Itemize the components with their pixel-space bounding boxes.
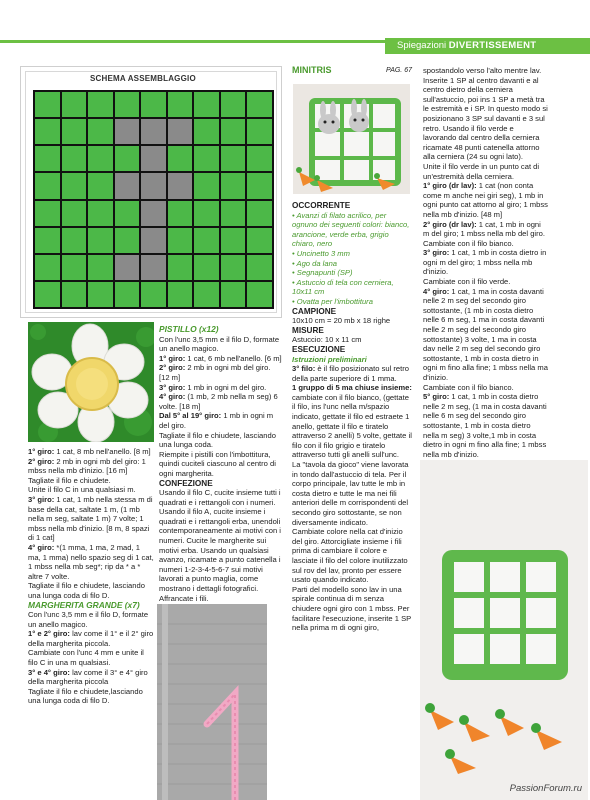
grid-cell-green [35,119,60,144]
grid-cell-green [221,119,246,144]
material-text: Segnapunti (SP) [296,268,353,278]
round-text: (1 mb, 2 mb nella m seg) 6 volte. [18 m] [159,392,278,411]
subheading: Istruzioni preliminari [292,354,367,364]
grid-cell-green [88,228,113,253]
grid-cell-green [168,146,193,171]
grid-cell-green [35,201,60,226]
grid-cell-green [35,255,60,280]
material-item: • Uncinetto 3 mm [292,248,350,258]
section-name: DIVERTISSEMENT [448,40,537,51]
material-text: Uncinetto 3 mm [296,248,350,258]
material-text: Astuccio di tela con cerniera, 10x11 cm [292,277,394,297]
material-item: • Ago da lana [292,258,338,268]
grid-cell-gray [115,173,140,198]
paragraph: Cambiate con il filo bianco. [423,238,514,248]
watermark: PassionForum.ru [509,783,582,794]
grid-cell-green [168,92,193,117]
round-label: Dal 5° al 19° giro: [159,411,222,421]
paragraph: Tagliate il filo e chiudete. [28,475,111,485]
section-heading: MARGHERITA GRANDE (x7) [28,599,140,610]
round-label: 2° giro (dr lav): [423,219,477,229]
paragraph: La "tavola da gioco" viene lavorata in tondo dall'astuccio di tela. Per il corpo principale, lav tutte le mb in costa dietro e tutte le ma nei fili anteriori delle m corrispondenti del secondo giro sottostante, se non diversamente indicato. [292,460,409,527]
assembly-grid [33,90,274,309]
grid-cell-green [194,255,219,280]
round-label: 4° giro: [423,286,450,296]
grid-cell-green [194,173,219,198]
grid-cell-green [62,146,87,171]
grid-cell-green [194,201,219,226]
grid-cell-green [247,201,272,226]
grid-cell-green [141,92,166,117]
grid-cell-gray [141,119,166,144]
column-1 [28,447,154,706]
round-label: 3° giro: [423,248,450,258]
round-text: 1 cat, 1 ma in costa davanti nelle 2 m seg del secondo giro sottostante, (1 mb in costa dietro nelle 6 m seg, 1 ma in costa davanti nelle 2 m seg del secondo giro sottostante) 3 volte, 1 ma in costa dav nelle 2 m seg del secondo giro sottostante, 1 mb in costa dietro in ogni m fino alla fine; 1 mbss nella ma d'inizio. [423,286,548,382]
grid-cell-green [168,201,193,226]
grid-cell-gray [168,119,193,144]
material-item: • Segnapunti (SP) [292,268,353,278]
grid-cell-green [221,173,246,198]
term-label: 1 gruppo di 5 ma chiuse insieme: [292,383,412,393]
paragraph [159,392,283,411]
grid-cell-green [88,255,113,280]
pouch-illustration [420,460,588,800]
material-text: Ago da lana [296,258,338,268]
grid-cell-green [88,92,113,117]
grid-cell-gray [141,173,166,198]
grid-cell-gray [141,228,166,253]
section-heading: PISTILLO (x12) [159,324,219,334]
round-label: 4° giro: [159,392,186,402]
grid-cell-green [88,201,113,226]
knitted-number-illustration [157,604,267,800]
paragraph [292,383,412,460]
knitted-number-photo [157,604,267,800]
material-text: Ovatta per l'imbottitura [296,296,373,306]
grid-cell-green [115,92,140,117]
grid-cell-green [247,92,272,117]
grid-cell-green [115,282,140,307]
grid-cell-green [247,146,272,171]
grid-cell-green [194,228,219,253]
round-label: 1° e 2° giro: [28,629,70,639]
paragraph [423,181,548,219]
section-heading: CAMPIONE [292,306,337,316]
daisy-illustration [28,322,154,442]
paragraph: 10x10 cm = 20 mb x 18 righe [292,316,391,326]
grid-cell-green [62,255,87,280]
round-text: 1 cat, 1 mb in costa dietro nelle 2 m seg, (1 ma in costa davanti nelle 6 m seg del secondo giro sottostante, 1 mb in costa dietro nella m seg) 3 volte,1 mb in costa dietro in ogni m fino alla fine; 1 mbss nella mb d'inizio. [423,392,547,459]
tic-tac-toe-illustration [293,84,410,194]
paragraph: Cambiate con il filo verde. [423,277,511,287]
round-text: lav come il 3° e 4° giro della margherita piccola [28,667,148,687]
column-3-body [292,201,412,633]
round-text: 1 cat, 1 mb in costa dietro in ogni m del giro; 1 mbss nella mb d'inizio. [423,248,547,277]
round-text: lav come il 1° e il 2° giro della margherita piccola. [28,629,154,648]
section-header [385,38,590,54]
round-label: 1° giro (dr lav): [423,181,477,191]
paragraph: Astuccio: 10 x 11 cm [292,335,362,345]
grid-cell-gray [168,173,193,198]
grid-cell-gray [115,255,140,280]
paragraph: Parti del modello sono lav in una spirale continua di m senza chiudere ogni giro con 1 mbss. Per facilitare l'esecuzione, inserite 1 SP nella prima m di ogni giro, [292,584,412,633]
paragraph: Tagliate il filo e chiudete, lasciando una lunga coda. [159,430,276,450]
paragraph: Tagliate il filo e chiudete, lasciando una lunga coda di filo D. [28,581,145,600]
grid-cell-green [88,173,113,198]
round-text: 1 mb in ogni m del giro. [159,411,274,430]
round-text: 1 cat, 6 mb nell'anello. [6 m] [185,353,282,363]
grid-cell-green [62,92,87,117]
grid-cell-green [35,282,60,307]
column-2 [159,325,283,603]
grid-cell-green [141,282,166,307]
tic-tac-toe-photo [293,84,410,194]
round-text: 2 mb in ogni mb del giro. [12 m] [159,363,271,382]
section-heading: CONFEZIONE [159,478,213,488]
grid-cell-green [62,119,87,144]
round-text: 2 mb in ogni mb del giro: 1 mbss nella mb d'inizio. [16 m] [28,456,146,476]
paragraph: Cambiate con l'unc 4 mm e unite il filo C in una m qualsiasi. [28,648,144,668]
round-text: 1 cat, 1 mb in ogni m del giro; 1 mbss nella mb del giro. [423,219,545,239]
grid-cell-green [194,146,219,171]
top-band [0,0,590,36]
material-item: • Astuccio di tela con cerniera, 10x11 cm [292,277,394,297]
grid-cell-green [88,282,113,307]
grid-cell-green [221,201,246,226]
paragraph: Cambiate con il filo bianco. [423,382,514,392]
grid-cell-green [62,173,87,198]
paragraph: Con l'unc 3,5 mm e il filo D, formate un anello magico. [28,610,149,629]
paragraph: Cambiate colore nella cat d'inizio del giro. Attorcigliate insieme i fili prima di cambiare il colore e lasciate il filo del colore inutilizzato sul rov del lav, pronto per essere usato quando indicato. [292,527,408,585]
grid-cell-green [35,146,60,171]
grid-cell-green [62,228,87,253]
round-text: 1 cat (non conta come m anche nei giri seg), 1 mb in ogni punto cat attorno al giro; 1 mbss nella mb d'inizio. [48 m] [423,181,548,219]
grid-cell-green [168,255,193,280]
grid-cell-green [221,92,246,117]
page-reference: PAG. 67 [386,67,412,74]
round-label: 1° giro: [28,447,55,456]
paragraph: Inserite 1 SP al centro davanti e al centro dietro della cerniera sull'astuccio, poi ins 1 SP a metà tra le estremità e i SP. In questo modo si posizionano 3 SP sul davanti e 3 sul retro. Usando il filo verde e lavorando dal centro della cerniera ricamate 48 punti catenella attorno alla cerniera (24 su ogni lato). [423,75,548,162]
material-item: • Ovatta per l'imbottitura [292,296,373,306]
round-label: 5° giro: [423,392,450,402]
paragraph [28,447,154,457]
grid-cell-green [247,173,272,198]
paragraph [159,411,283,430]
section-prefix: Spiegazioni [397,40,447,51]
section-heading: ESECUZIONE [292,344,346,354]
grid-cell-green [62,201,87,226]
paragraph: Usando il filo A, cucite insieme i quadrati e i rettangoli erba, unendoli contemporaneamente ai motivi con i numeri. Cucite le margherite sui motivi erba. Usando un qualsiasi avanzo, ricamate a punto catenella i numeri 1-2-3-4-5-6-7 sui motivi lavorati a punto maglia, come mostrano i dettagli fotografici. Affrancate i fili. [159,507,281,603]
grid-cell-green [35,173,60,198]
paragraph [159,383,283,393]
paragraph [423,220,548,239]
grid-cell-green [35,228,60,253]
term-text: è il filo posizionato sul retro della parte superiore di 1 mma. [292,364,409,383]
paragraph [423,248,548,277]
paragraph [159,354,283,364]
round-text: 1 cat, 1 mb nella stessa m di base della cat, saltate 1 m, (1 mb nella m seg, saltate 1 m) 7 volte; 1 mbss nella mb d'inizio. [8 m, 8 spazi di 1 cat] [28,494,153,543]
grid-cell-green [35,92,60,117]
grid-cell-gray [141,201,166,226]
paragraph [423,287,548,383]
paragraph [28,457,154,476]
grid-cell-green [194,119,219,144]
grid-cell-green [221,228,246,253]
round-label: 4° giro: [28,542,55,552]
round-label: 2° giro: [159,363,186,373]
paragraph: Usando il filo C, cucite insieme tutti i quadrati e i rettangoli con i numeri. [159,488,281,507]
paragraph: Tagliate il filo e chiudete,lasciando una lunga coda di filo D. [28,686,143,706]
pouch-photo [420,460,588,800]
paragraph [28,629,154,648]
grid-cell-green [168,282,193,307]
daisy-photo [28,322,154,442]
paragraph: Unite il filo verde in un punto cat di un'estremità della cerniera. [423,161,540,181]
grid-cell-green [247,119,272,144]
grid-cell-green [194,92,219,117]
grid-cell-green [221,146,246,171]
section-heading: MINITRIS [292,65,332,75]
section-heading: OCCORRENTE [292,201,351,210]
grid-cell-green [88,119,113,144]
grid-cell-green [115,201,140,226]
round-label: 2° giro: [28,456,55,466]
grid-cell-green [88,146,113,171]
round-label: 3° e 4° giro: [28,667,70,677]
grid-cell-green [62,282,87,307]
grid-cell-green [221,282,246,307]
grid-cell-green [247,255,272,280]
section-heading: MISURE [292,325,324,335]
grid-cell-green [168,228,193,253]
grid-cell-green [194,282,219,307]
grid-cell-gray [115,119,140,144]
grid-cell-green [115,146,140,171]
paragraph: Riempite i pistilli con l'imbottitura, quindi cuciteli ciascuno al centro di ogni margherita. [159,449,276,478]
paragraph [292,364,412,383]
paragraph [423,392,548,459]
grid-cell-green [221,255,246,280]
paragraph [28,543,154,581]
material-text: Avanzi di filato acrilico, per ognuno dei seguenti colori: bianco, arancione, verde erba, grigio chiaro, nero [292,210,410,249]
paragraph [159,363,283,382]
round-label: 1° giro: [159,353,186,363]
round-label: 3° giro: [159,382,186,392]
round-text: *(1 mma, 1 ma, 2 mad, 1 ma, 1 mma) nello spazio seg di 1 cat, 1 mbss nella mb seg*; rip da * a * altre 7 volte. [28,542,154,581]
grid-cell-green [247,228,272,253]
diagram-title: SCHEMA ASSEMBLAGGIO [90,74,196,83]
round-text: 1 mb in ogni m del giro. [185,382,267,392]
paragraph: spostandolo verso l'alto mentre lav. [423,66,542,75]
term-text: cambiate con il filo bianco, (gettate il filo, ins l'unc nella m/spazio indicato, gettate il filo ed estraete 1 anello, gettate il filo e tiratelo attraverso 2 anelli) 5 volte, gettate il filo con il filo grigio e tiratelo attraverso tutti gli anelli sull'unc. [292,392,412,460]
grid-cell-gray [141,146,166,171]
material-item: • Avanzi di filato acrilico, per ognuno dei seguenti colori: bianco, arancione, verde erba, grigio chiaro, nero [292,210,410,249]
paragraph [28,495,154,543]
paragraph: Unite il filo C in una qualsiasi m. [28,485,136,495]
minitris-header [292,66,412,76]
grid-cell-green [247,282,272,307]
column-4 [423,66,548,498]
round-label: 3° giro: [28,494,55,504]
column-3 [292,66,412,76]
term-label: 3° filo: [292,364,316,374]
grid-cell-green [115,228,140,253]
paragraph: Con l'unc 3,5 mm e il filo D, formate un anello magico. [159,334,280,354]
paragraph [28,668,154,687]
grid-cell-gray [141,255,166,280]
round-text: 1 cat, 8 mb nell'anello. [8 m] [54,447,151,456]
